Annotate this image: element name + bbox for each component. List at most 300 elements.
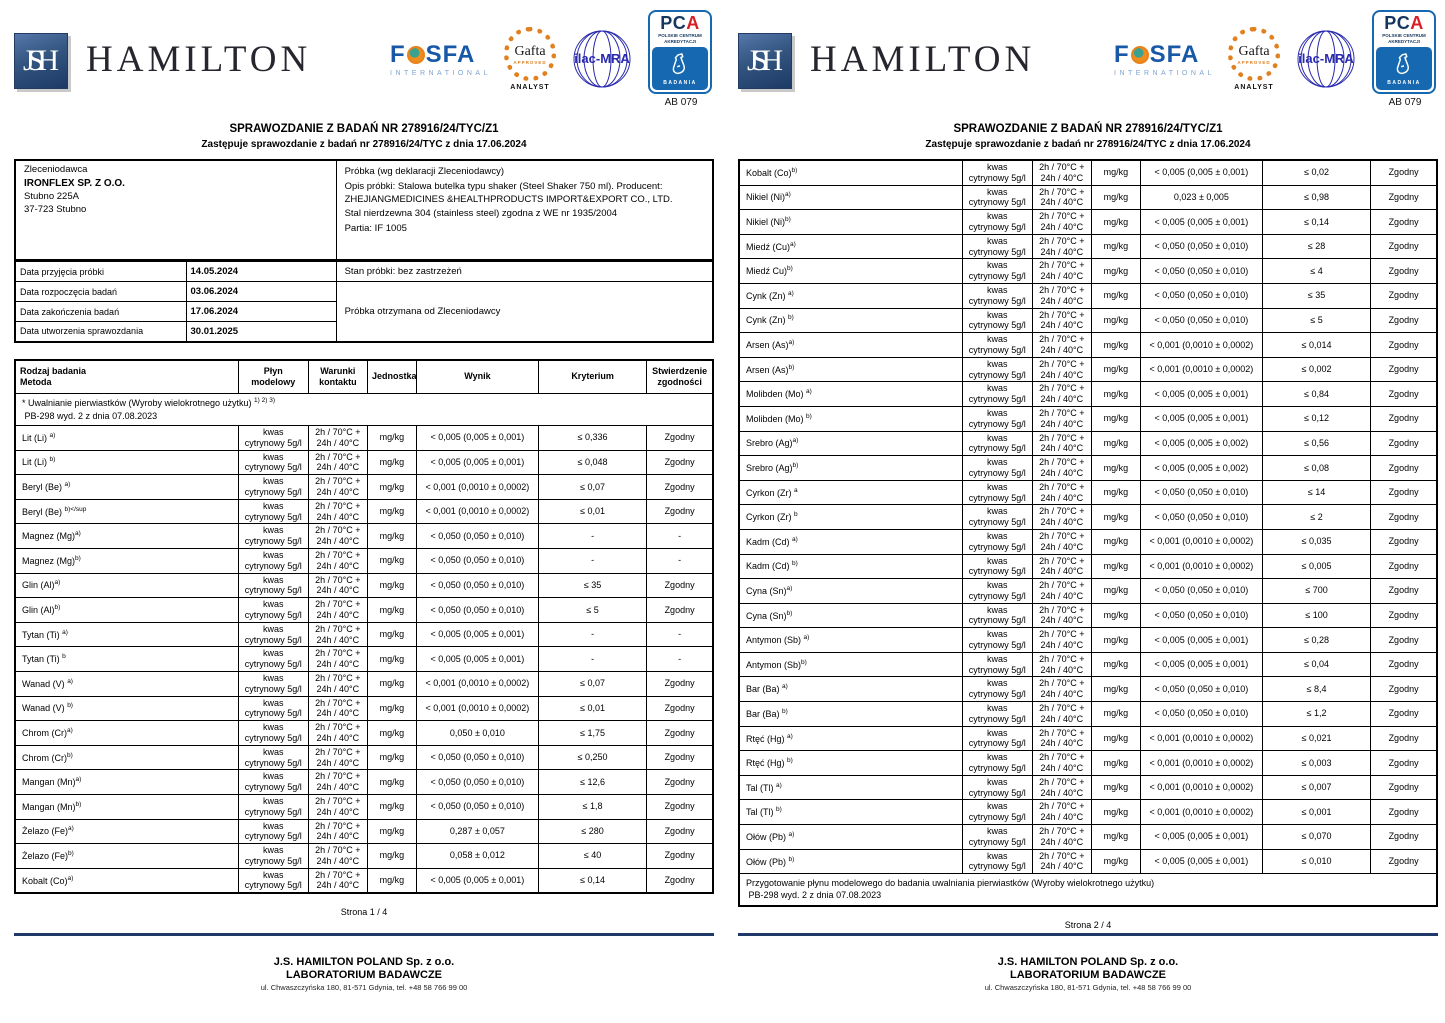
result-value: < 0,001 (0,0010 ± 0,0002) <box>1140 554 1262 579</box>
criterion-value: ≤ 0,14 <box>538 868 646 893</box>
svg-text:ilac-MRA: ilac-MRA <box>574 51 630 66</box>
flask-icon <box>1393 52 1415 76</box>
analyte-name: Żelazo $(Fe)^{a)}$ <box>15 819 238 844</box>
col-zgodnosc: Stwierdzenie zgodności <box>647 360 713 394</box>
model-fluid: kwas cytrynowy 5g/l <box>238 844 308 869</box>
criterion-value: ≤ 35 <box>1262 283 1370 308</box>
analyte-name: Tytan (Ti) $^b$ <box>15 647 238 672</box>
globe-icon <box>407 46 425 64</box>
analyte-name: Żelazo $(Fe)^{b)}$ <box>15 844 238 869</box>
model-fluid: kwas cytrynowy 5g/l <box>962 800 1032 825</box>
compliance-value: - <box>647 548 713 573</box>
result-value: < 0,001 (0,0010 ± 0,0002) <box>416 499 538 524</box>
unit: mg/kg <box>367 450 416 475</box>
unit: mg/kg <box>367 745 416 770</box>
model-fluid: kwas cytrynowy 5g/l <box>238 524 308 549</box>
unit: mg/kg <box>367 794 416 819</box>
contact-conditions: 2h / 70°C + 24h / 40°C <box>308 745 367 770</box>
col-warunki-kontaktu: Warunki kontaktu <box>308 360 367 394</box>
result-value: < 0,050 (0,050 ± 0,010) <box>1140 505 1262 530</box>
client-name: IRONFLEX SP. Z O.O. <box>24 178 125 189</box>
criterion-value: ≤ 0,01 <box>538 696 646 721</box>
compliance-value: Zgodny <box>1371 603 1437 628</box>
contact-conditions: 2h / 70°C + 24h / 40°C <box>1032 456 1091 481</box>
model-fluid: kwas cytrynowy 5g/l <box>962 234 1032 259</box>
analyte-name: Cynk (Zn) $^{a)}$ <box>739 283 962 308</box>
compliance-value: Zgodny <box>647 671 713 696</box>
compliance-value: Zgodny <box>1371 357 1437 382</box>
table-row <box>15 524 713 549</box>
globe-icon <box>1131 46 1149 64</box>
table-row: Data zakończenia badań 17.06.2024 <box>15 302 713 322</box>
unit: mg/kg <box>1091 185 1140 210</box>
contact-conditions: 2h / 70°C + 24h / 40°C <box>308 671 367 696</box>
unit: mg/kg <box>367 696 416 721</box>
table-row <box>739 456 1437 481</box>
col-jednostka: Jednostka <box>367 360 416 394</box>
contact-conditions: 2h / 70°C + 24h / 40°C <box>1032 751 1091 776</box>
model-fluid: kwas cytrynowy 5g/l <box>962 652 1032 677</box>
table-row <box>739 800 1437 825</box>
model-fluid: kwas cytrynowy 5g/l <box>962 456 1032 481</box>
result-value: < 0,001 (0,0010 ± 0,0002) <box>1140 751 1262 776</box>
analyte-name: Miedź $(Cu)^{a)}$ <box>739 234 962 259</box>
criterion-value: - <box>538 524 646 549</box>
table-row: Data rozpoczęcia badań 03.06.2024 Próbka otrzymana od Zleceniodawcy <box>15 282 713 302</box>
page-number: Strona 2 / 4 <box>1064 919 1112 930</box>
unit: mg/kg <box>1091 628 1140 653</box>
analyte-name: Antymon $(Sb)^{b)}$ <box>739 652 962 677</box>
compliance-value: Zgodny <box>1371 308 1437 333</box>
model-fluid: kwas cytrynowy 5g/l <box>962 160 1032 185</box>
contact-conditions: 2h / 70°C + 24h / 40°C <box>1032 825 1091 850</box>
table-row <box>739 480 1437 505</box>
table-row <box>15 598 713 623</box>
analyte-name: Cyna $(Sn)^{b)}$ <box>739 603 962 628</box>
table-row <box>739 554 1437 579</box>
model-fluid: kwas cytrynowy 5g/l <box>962 406 1032 431</box>
contact-conditions: 2h / 70°C + 24h / 40°C <box>308 475 367 500</box>
analyte-name: Chrom $(Cr)^{a)}$ <box>15 721 238 746</box>
svg-text:ilac-MRA: ilac-MRA <box>1298 51 1354 66</box>
report-subtitle: Zastępuje sprawozdanie z badań nr 278916/24/TYC z dnia 17.06.2024 <box>201 139 527 150</box>
table-row <box>739 702 1437 727</box>
certification-stamps <box>1114 10 1438 108</box>
result-value: < 0,001 (0,0010 ± 0,0002) <box>1140 800 1262 825</box>
model-fluid: kwas cytrynowy 5g/l <box>238 499 308 524</box>
analyte-name: Rtęć (Hg) $^{b)}$ <box>739 751 962 776</box>
table-row <box>15 426 713 451</box>
compliance-value: Zgodny <box>647 745 713 770</box>
criterion-value: ≤ 0,001 <box>1262 800 1370 825</box>
contact-conditions: 2h / 70°C + 24h / 40°C <box>308 868 367 893</box>
unit: mg/kg <box>367 598 416 623</box>
contact-conditions: 2h / 70°C + 24h / 40°C <box>1032 431 1091 456</box>
analyte-name: Wanad (V) $^{a)}$ <box>15 671 238 696</box>
criterion-value: ≤ 0,28 <box>1262 628 1370 653</box>
result-value: < 0,005 (0,005 ± 0,001) <box>416 450 538 475</box>
result-value: < 0,005 (0,005 ± 0,001) <box>1140 825 1262 850</box>
contact-conditions: 2h / 70°C + 24h / 40°C <box>308 548 367 573</box>
contact-conditions: 2h / 70°C + 24h / 40°C <box>1032 775 1091 800</box>
compliance-value: - <box>647 524 713 549</box>
compliance-value: Zgodny <box>647 475 713 500</box>
unit: mg/kg <box>1091 554 1140 579</box>
page-header <box>738 0 1438 118</box>
criterion-value: ≤ 0,010 <box>1262 849 1370 874</box>
contact-conditions: 2h / 70°C + 24h / 40°C <box>1032 333 1091 358</box>
accreditation-number: AB 079 <box>664 96 698 108</box>
model-fluid: kwas cytrynowy 5g/l <box>238 794 308 819</box>
pca-accreditation <box>1372 10 1438 108</box>
report-page-2 <box>738 0 1438 1023</box>
criterion-value: ≤ 0,02 <box>1262 160 1370 185</box>
sample-received: Próbka otrzymana od Zleceniodawcy <box>336 282 713 342</box>
pca-badge: PCA POLSKIE CENTRUM AKREDYTACJI BADANIA <box>1372 10 1436 94</box>
compliance-value: Zgodny <box>1371 406 1437 431</box>
page-footer <box>738 933 1438 992</box>
criterion-value: ≤ 35 <box>538 573 646 598</box>
analyte-name: Kobalt $(Co)^{a)}$ <box>15 868 238 893</box>
analyte-name: Tal (Tl) $^{a)}$ <box>739 775 962 800</box>
contact-conditions: 2h / 70°C + 24h / 40°C <box>1032 529 1091 554</box>
unit: mg/kg <box>1091 726 1140 751</box>
unit: mg/kg <box>1091 702 1140 727</box>
result-value: < 0,050 (0,050 ± 0,010) <box>1140 702 1262 727</box>
unit: mg/kg <box>1091 579 1140 604</box>
result-value: < 0,001 (0,0010 ± 0,0002) <box>1140 775 1262 800</box>
result-value: < 0,001 (0,0010 ± 0,0002) <box>416 671 538 696</box>
jsh-logo <box>14 33 68 89</box>
unit: mg/kg <box>367 622 416 647</box>
client-label: Zleceniodawca <box>24 164 88 175</box>
result-value: < 0,005 (0,005 ± 0,002) <box>1140 456 1262 481</box>
result-value: < 0,050 (0,050 ± 0,010) <box>416 794 538 819</box>
unit: mg/kg <box>1091 234 1140 259</box>
table-row <box>739 259 1437 284</box>
result-value: < 0,050 (0,050 ± 0,010) <box>416 770 538 795</box>
contact-conditions: 2h / 70°C + 24h / 40°C <box>1032 382 1091 407</box>
method-section-row: * Uwalnianie pierwiastków (Wyroby wielokrotnego użytku) $^{1) 2) 3)}$ PB-298 wyd. 2 z dnia 07.08.2023 <box>15 394 713 426</box>
unit: mg/kg <box>1091 357 1140 382</box>
criterion-value: - <box>538 548 646 573</box>
model-fluid: kwas cytrynowy 5g/l <box>962 702 1032 727</box>
criterion-value: ≤ 0,08 <box>1262 456 1370 481</box>
contact-conditions: 2h / 70°C + 24h / 40°C <box>308 524 367 549</box>
unit: mg/kg <box>1091 406 1140 431</box>
criterion-value: - <box>538 647 646 672</box>
jsh-monogram: JSH <box>22 44 53 77</box>
flask-icon <box>669 52 691 76</box>
unit: mg/kg <box>1091 431 1140 456</box>
compliance-value: Zgodny <box>647 819 713 844</box>
table-row <box>15 450 713 475</box>
criterion-value: ≤ 0,021 <box>1262 726 1370 751</box>
contact-conditions: 2h / 70°C + 24h / 40°C <box>1032 480 1091 505</box>
table-row <box>739 234 1437 259</box>
model-fluid: kwas cytrynowy 5g/l <box>962 480 1032 505</box>
criterion-value: ≤ 0,07 <box>538 475 646 500</box>
fosfa-logo: F SFA INTERNATIONAL <box>390 41 491 77</box>
model-fluid: kwas cytrynowy 5g/l <box>238 598 308 623</box>
unit: mg/kg <box>367 573 416 598</box>
analyte-name: Nikiel $(Ni)^{b)}$ <box>739 210 962 235</box>
contact-conditions: 2h / 70°C + 24h / 40°C <box>308 450 367 475</box>
compliance-value: Zgodny <box>1371 554 1437 579</box>
compliance-value: Zgodny <box>1371 234 1437 259</box>
unit: mg/kg <box>1091 849 1140 874</box>
analyte-name: Antymon (Sb) $^{a)}$ <box>739 628 962 653</box>
compliance-value: Zgodny <box>647 573 713 598</box>
result-value: < 0,050 (0,050 ± 0,010) <box>416 598 538 623</box>
unit: mg/kg <box>367 475 416 500</box>
criterion-value: ≤ 0,98 <box>1262 185 1370 210</box>
criterion-value: ≤ 1,75 <box>538 721 646 746</box>
unit: mg/kg <box>1091 652 1140 677</box>
unit: mg/kg <box>1091 160 1140 185</box>
table-row <box>739 185 1437 210</box>
table-row <box>739 357 1437 382</box>
analyte-name: Molibden (Mo) $^{b)}$ <box>739 406 962 431</box>
table-row <box>15 622 713 647</box>
criterion-value: ≤ 0,84 <box>1262 382 1370 407</box>
criterion-value: ≤ 0,007 <box>1262 775 1370 800</box>
analyte-name: Magnez $(Mg)^{b)}$ <box>15 548 238 573</box>
model-fluid: kwas cytrynowy 5g/l <box>962 579 1032 604</box>
contact-conditions: 2h / 70°C + 24h / 40°C <box>1032 185 1091 210</box>
contact-conditions: 2h / 70°C + 24h / 40°C <box>1032 234 1091 259</box>
criterion-value: ≤ 280 <box>538 819 646 844</box>
analyte-name: Glin $(Al)^{b)}$ <box>15 598 238 623</box>
table-row <box>739 210 1437 235</box>
contact-conditions: 2h / 70°C + 24h / 40°C <box>308 794 367 819</box>
contact-conditions: 2h / 70°C + 24h / 40°C <box>1032 702 1091 727</box>
criterion-value: ≤ 0,04 <box>1262 652 1370 677</box>
contact-conditions: 2h / 70°C + 24h / 40°C <box>308 770 367 795</box>
compliance-value: Zgodny <box>1371 751 1437 776</box>
compliance-value: Zgodny <box>1371 677 1437 702</box>
table-row <box>739 406 1437 431</box>
analyte-name: Magnez $(Mg)^{a)}$ <box>15 524 238 549</box>
criterion-value: ≤ 1,8 <box>538 794 646 819</box>
contact-conditions: 2h / 70°C + 24h / 40°C <box>308 622 367 647</box>
analyte-name: Bar (Ba) $^{a)}$ <box>739 677 962 702</box>
table-row <box>15 819 713 844</box>
table-row <box>15 844 713 869</box>
compliance-value: Zgodny <box>647 721 713 746</box>
table-row <box>739 431 1437 456</box>
analyte-name: Cyna $(Sn)^{a)}$ <box>739 579 962 604</box>
criterion-value: ≤ 0,01 <box>538 499 646 524</box>
table-row: Data utworzenia sprawozdania 30.01.2025 <box>15 322 713 342</box>
method-note-row: Przygotowanie płynu modelowego do badania uwalniania pierwiastków (Wyroby wielokrotnego użytku) PB-298 wyd. 2 z dnia 07.08.2023 <box>739 874 1437 906</box>
unit: mg/kg <box>1091 825 1140 850</box>
model-fluid: kwas cytrynowy 5g/l <box>962 333 1032 358</box>
model-fluid: kwas cytrynowy 5g/l <box>962 210 1032 235</box>
analyte-name: Mangan $(Mn)^{b)}$ <box>15 794 238 819</box>
criterion-value: ≤ 0,002 <box>1262 357 1370 382</box>
analyte-name: Arsen $(As)^{a)}$ <box>739 333 962 358</box>
model-fluid: kwas cytrynowy 5g/l <box>238 426 308 451</box>
unit: mg/kg <box>1091 333 1140 358</box>
analyte-name: Lit (Li) $^{a)}$ <box>15 426 238 451</box>
result-value: < 0,050 (0,050 ± 0,010) <box>416 524 538 549</box>
footer-lab: LABORATORIUM BADAWCZE <box>285 969 443 981</box>
col-kryterium: Kryterium <box>538 360 646 394</box>
table-row <box>15 475 713 500</box>
table-row <box>739 628 1437 653</box>
fosfa-logo: F SFA INTERNATIONAL <box>1114 41 1215 77</box>
result-value: < 0,001 (0,0010 ± 0,0002) <box>1140 529 1262 554</box>
unit: mg/kg <box>1091 775 1140 800</box>
compliance-value: Zgodny <box>1371 283 1437 308</box>
unit: mg/kg <box>367 426 416 451</box>
model-fluid: kwas cytrynowy 5g/l <box>238 868 308 893</box>
report-page-1 <box>14 0 714 1023</box>
dates-table <box>14 261 714 343</box>
table-header-row <box>15 360 713 394</box>
analyte-name: Lit (Li) $^{b)}$ <box>15 450 238 475</box>
model-fluid: kwas cytrynowy 5g/l <box>962 382 1032 407</box>
table-row <box>15 721 713 746</box>
compliance-value: - <box>647 647 713 672</box>
sample-description: Opis próbki: Stalowa butelka typu shaker (Steel Shaker 750 ml). Producent: ZHEJIANGMEDICINES &HEALTHPRODUCTS IMPORT&EXPORT CO., LTD. <box>344 180 673 205</box>
criterion-value: ≤ 1,2 <box>1262 702 1370 727</box>
compliance-value: Zgodny <box>1371 652 1437 677</box>
compliance-value: Zgodny <box>1371 505 1437 530</box>
result-value: 0,058 ± 0,012 <box>416 844 538 869</box>
client-address-1: Stubno 225A <box>24 191 79 202</box>
sample-batch: Partia: IF 1005 <box>344 223 407 235</box>
analyte-name: Beryl (Be) $^{a)}$ <box>15 475 238 500</box>
result-value: < 0,005 (0,005 ± 0,001) <box>416 868 538 893</box>
compliance-value: Zgodny <box>1371 628 1437 653</box>
contact-conditions: 2h / 70°C + 24h / 40°C <box>308 647 367 672</box>
criterion-value: ≤ 0,035 <box>1262 529 1370 554</box>
result-value: < 0,005 (0,005 ± 0,001) <box>416 426 538 451</box>
model-fluid: kwas cytrynowy 5g/l <box>962 357 1032 382</box>
model-fluid: kwas cytrynowy 5g/l <box>962 308 1032 333</box>
criterion-value: ≤ 0,14 <box>1262 210 1370 235</box>
result-value: < 0,050 (0,050 ± 0,010) <box>1140 283 1262 308</box>
contact-conditions: 2h / 70°C + 24h / 40°C <box>1032 628 1091 653</box>
result-value: < 0,005 (0,005 ± 0,001) <box>1140 628 1262 653</box>
analyte-name: Srebro $(Ag)^{a)}$ <box>739 431 962 456</box>
table-row <box>15 671 713 696</box>
table-row <box>739 579 1437 604</box>
unit: mg/kg <box>367 671 416 696</box>
criterion-value: ≤ 0,07 <box>538 671 646 696</box>
compliance-value: Zgodny <box>1371 529 1437 554</box>
model-fluid: kwas cytrynowy 5g/l <box>962 283 1032 308</box>
contact-conditions: 2h / 70°C + 24h / 40°C <box>308 844 367 869</box>
analyte-name: Beryl (Be) $^{b)</sup}$ <box>15 499 238 524</box>
table-row <box>15 696 713 721</box>
criterion-value: ≤ 0,048 <box>538 450 646 475</box>
compliance-value: Zgodny <box>1371 185 1437 210</box>
result-value: < 0,005 (0,005 ± 0,001) <box>416 622 538 647</box>
contact-conditions: 2h / 70°C + 24h / 40°C <box>1032 259 1091 284</box>
criterion-value: ≤ 2 <box>1262 505 1370 530</box>
result-value: < 0,005 (0,005 ± 0,002) <box>1140 431 1262 456</box>
model-fluid: kwas cytrynowy 5g/l <box>962 505 1032 530</box>
analyte-name: Wanad (V) $^{b)}$ <box>15 696 238 721</box>
model-fluid: kwas cytrynowy 5g/l <box>962 677 1032 702</box>
table-row <box>15 868 713 893</box>
unit: mg/kg <box>367 868 416 893</box>
sample-material: Stal nierdzewna 304 (stainless steel) zgodna z WE nr 1935/2004 <box>344 208 618 220</box>
gafta-seal: Gafta APPROVED ANALYST <box>504 27 556 91</box>
criterion-value: ≤ 0,12 <box>1262 406 1370 431</box>
model-fluid: kwas cytrynowy 5g/l <box>962 825 1032 850</box>
compliance-value: Zgodny <box>1371 849 1437 874</box>
table-row <box>739 505 1437 530</box>
model-fluid: kwas cytrynowy 5g/l <box>962 185 1032 210</box>
result-value: < 0,005 (0,005 ± 0,001) <box>1140 382 1262 407</box>
contact-conditions: 2h / 70°C + 24h / 40°C <box>1032 579 1091 604</box>
compliance-value: Zgodny <box>647 499 713 524</box>
contact-conditions: 2h / 70°C + 24h / 40°C <box>308 721 367 746</box>
contact-conditions: 2h / 70°C + 24h / 40°C <box>1032 849 1091 874</box>
unit: mg/kg <box>367 499 416 524</box>
criterion-value: ≤ 0,005 <box>1262 554 1370 579</box>
table-row <box>15 573 713 598</box>
model-fluid: kwas cytrynowy 5g/l <box>962 751 1032 776</box>
unit: mg/kg <box>367 524 416 549</box>
compliance-value: Zgodny <box>647 598 713 623</box>
criterion-value: ≤ 700 <box>1262 579 1370 604</box>
result-value: < 0,050 (0,050 ± 0,010) <box>1140 579 1262 604</box>
col-rodzaj-badania: Rodzaj badania Metoda <box>15 360 238 394</box>
analyte-name: Kadm (Cd) $^{a)}$ <box>739 529 962 554</box>
unit: mg/kg <box>1091 800 1140 825</box>
page-number: Strona 1 / 4 <box>340 907 388 918</box>
table-row <box>739 751 1437 776</box>
criterion-value: ≤ 0,56 <box>1262 431 1370 456</box>
table-row <box>739 333 1437 358</box>
table-row <box>15 548 713 573</box>
table-row <box>739 382 1437 407</box>
criterion-value: ≤ 5 <box>1262 308 1370 333</box>
result-value: < 0,050 (0,050 ± 0,010) <box>416 745 538 770</box>
contact-conditions: 2h / 70°C + 24h / 40°C <box>308 426 367 451</box>
analyte-name: Kadm (Cd) $^{b)}$ <box>739 554 962 579</box>
compliance-value: Zgodny <box>1371 579 1437 604</box>
result-value: < 0,005 (0,005 ± 0,001) <box>1140 160 1262 185</box>
model-fluid: kwas cytrynowy 5g/l <box>962 628 1032 653</box>
contact-conditions: 2h / 70°C + 24h / 40°C <box>308 499 367 524</box>
table-row <box>739 308 1437 333</box>
criterion-value: ≤ 8,4 <box>1262 677 1370 702</box>
ilac-mra-seal <box>569 26 635 92</box>
table-row <box>15 647 713 672</box>
model-fluid: kwas cytrynowy 5g/l <box>238 475 308 500</box>
model-fluid: kwas cytrynowy 5g/l <box>962 849 1032 874</box>
criterion-value: ≤ 0,336 <box>538 426 646 451</box>
model-fluid: kwas cytrynowy 5g/l <box>238 745 308 770</box>
certification-stamps <box>390 10 714 108</box>
unit: mg/kg <box>1091 308 1140 333</box>
contact-conditions: 2h / 70°C + 24h / 40°C <box>308 598 367 623</box>
compliance-value: Zgodny <box>1371 160 1437 185</box>
contact-conditions: 2h / 70°C + 24h / 40°C <box>1032 357 1091 382</box>
sample-header: Próbka (wg deklaracji Zleceniodawcy) <box>344 166 505 177</box>
table-row <box>739 529 1437 554</box>
unit: mg/kg <box>1091 529 1140 554</box>
jsh-logo <box>738 33 792 89</box>
results-table-page-2 <box>738 159 1438 907</box>
result-value: < 0,050 (0,050 ± 0,010) <box>1140 234 1262 259</box>
